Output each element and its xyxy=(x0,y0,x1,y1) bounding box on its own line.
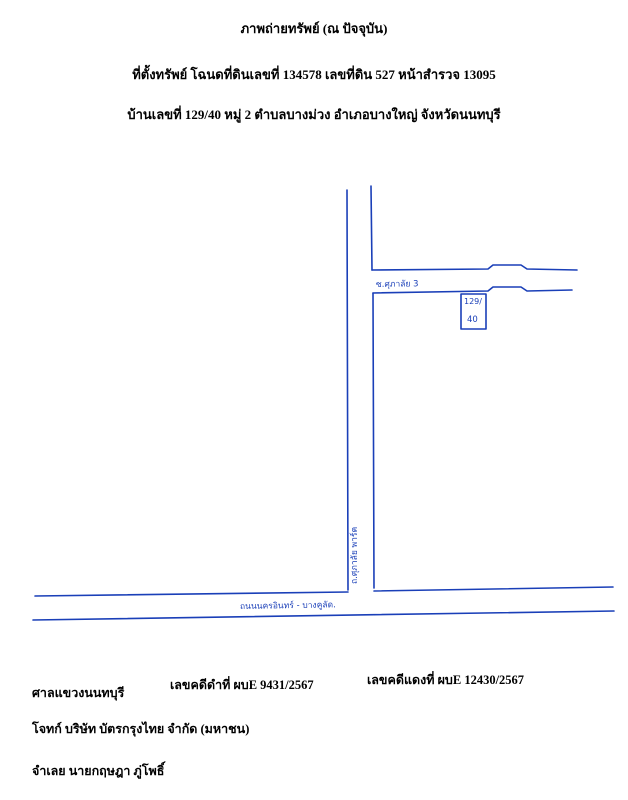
main-road-upper-edge-left xyxy=(35,592,348,596)
document-title: ภาพถ่ายทรัพย์ (ณ ปัจจุบัน) xyxy=(240,21,388,36)
side-road-right-edge-lower xyxy=(373,293,374,588)
court-name: ศาลแขวงนนทบุรี xyxy=(32,686,125,700)
main-road-label: ถนนนครอินทร์ - บางคูลัด. xyxy=(239,600,336,612)
plaintiff-line: โจทก์ บริษัท บัตรกรุงไทย จำกัด (มหาชน) xyxy=(32,722,250,736)
main-road-lower-edge xyxy=(33,611,614,620)
property-location-line: ที่ตั้งทรัพย์ โฉนดที่ดินเลขที่ 134578 เลขที่ดิน 527 หน้าสำรวจ 13095 xyxy=(132,67,496,82)
side-road-right-edge xyxy=(371,186,372,270)
red-case-number: เลขคดีแดงที่ ผบE 12430/2567 xyxy=(367,673,525,687)
black-case-number: เลขคดีดำที่ ผบE 9431/2567 xyxy=(170,678,314,692)
side-road-left-edge xyxy=(347,190,348,590)
defendant-line: จำเลย นายกฤษฎา ภู่โพธิ์ xyxy=(32,764,165,778)
property-address-line: บ้านเลขที่ 129/40 หมู่ 2 ตำบลบางม่วง อำเภอบางใหญ่ จังหวัดนนทบุรี xyxy=(127,107,501,122)
soi-upper-edge xyxy=(372,265,577,270)
soi-label: ซ.ศุภาลัย 3 xyxy=(375,279,419,290)
house-number-top: 129/ xyxy=(464,297,482,306)
house-number-bottom: 40 xyxy=(467,315,478,325)
main-road-upper-edge-right xyxy=(374,587,613,591)
side-road-label: ถ.ศุภาลัย พาร์ค xyxy=(350,526,360,584)
